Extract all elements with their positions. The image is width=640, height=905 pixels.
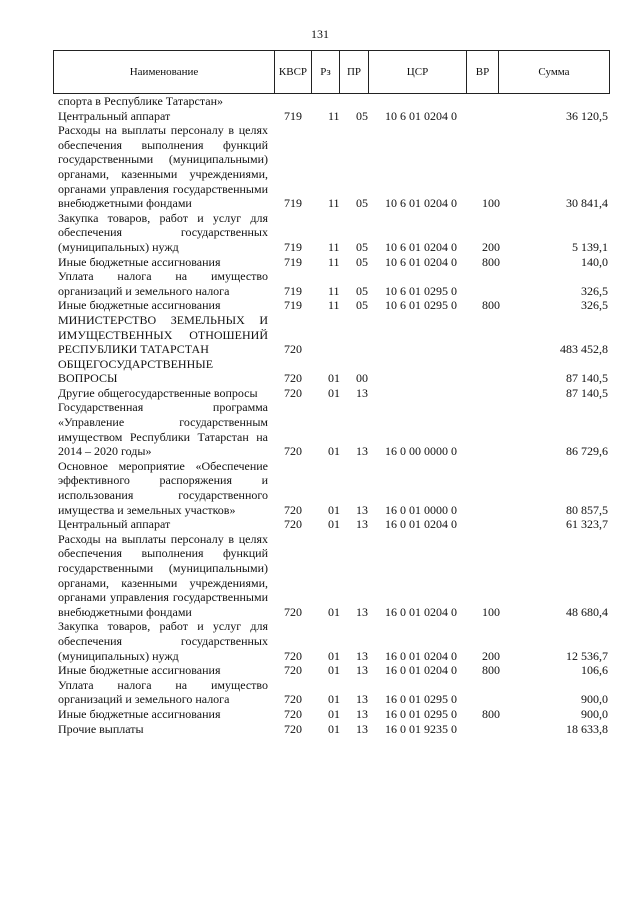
row-csr: 10 6 01 0204 0 bbox=[385, 196, 457, 211]
row-name: Закупка товаров, работ и услуг для обеспечения государственных (муниципальных) нужд bbox=[58, 210, 268, 254]
row-rz: 01 bbox=[328, 371, 340, 386]
row-sum: 18 633,8 bbox=[566, 721, 608, 736]
row-rz: 11 bbox=[328, 298, 340, 313]
row-sum: 86 729,6 bbox=[566, 444, 608, 459]
row-csr: 10 6 01 0204 0 bbox=[385, 239, 457, 254]
row-sum: 61 323,7 bbox=[566, 517, 608, 532]
header-rz: Рз bbox=[312, 51, 340, 93]
row-csr: 16 0 00 0000 0 bbox=[385, 444, 457, 459]
table-row bbox=[58, 678, 608, 707]
row-name: Уплата налога на имущество организаций и земельного налога bbox=[58, 269, 268, 298]
row-sum: 80 857,5 bbox=[566, 502, 608, 517]
table-row bbox=[58, 532, 608, 620]
row-pr: 05 bbox=[356, 196, 368, 211]
row-kvsr: 720 bbox=[284, 692, 302, 707]
row-name: Другие общегосударственные вопросы bbox=[58, 385, 258, 400]
row-name: Расходы на выплаты персоналу в целях обеспечения выполнения функций государственными (муниципальными) органами, казенными учреждениями, органами управления государственными внебюджетными фондами bbox=[58, 531, 268, 619]
row-csr: 16 0 01 0295 0 bbox=[385, 692, 457, 707]
row-pr: 13 bbox=[356, 721, 368, 736]
row-name: Уплата налога на имущество организаций и земельного налога bbox=[58, 677, 268, 707]
row-name: Государственная программа «Управление государственным имуществом Республики Татарстан на 2014 – 2020 годы» bbox=[58, 400, 268, 459]
row-sum: 30 841,4 bbox=[566, 196, 608, 211]
row-pr: 13 bbox=[356, 692, 368, 707]
row-sum: 5 139,1 bbox=[572, 239, 608, 254]
row-rz: 01 bbox=[328, 692, 340, 707]
row-kvsr: 720 bbox=[284, 663, 302, 678]
row-kvsr: 720 bbox=[284, 706, 302, 721]
row-sum: 900,0 bbox=[581, 706, 608, 721]
header-kvsr: КВСР bbox=[275, 51, 312, 93]
row-kvsr: 720 bbox=[284, 721, 302, 736]
table-row bbox=[58, 619, 608, 663]
row-kvsr: 719 bbox=[284, 108, 302, 123]
row-pr: 13 bbox=[356, 502, 368, 517]
row-csr: 10 6 01 0295 0 bbox=[385, 283, 457, 298]
row-pr: 13 bbox=[356, 517, 368, 532]
table-body bbox=[58, 94, 608, 736]
row-pr: 05 bbox=[356, 239, 368, 254]
row-kvsr: 720 bbox=[284, 385, 302, 400]
row-pr: 13 bbox=[356, 648, 368, 663]
row-pr: 13 bbox=[356, 604, 368, 619]
row-name: Центральный аппарат bbox=[58, 517, 171, 532]
row-kvsr: 720 bbox=[284, 371, 302, 386]
table-row bbox=[58, 459, 608, 517]
row-csr: 16 0 01 0204 0 bbox=[385, 663, 457, 678]
row-sum: 106,6 bbox=[581, 663, 608, 678]
row-vr: 800 bbox=[482, 254, 500, 269]
table-row bbox=[58, 94, 608, 109]
table-row bbox=[58, 386, 608, 401]
table-row bbox=[58, 722, 608, 737]
table-row bbox=[58, 269, 608, 298]
row-pr: 13 bbox=[356, 663, 368, 678]
row-csr: 16 0 01 0204 0 bbox=[385, 517, 457, 532]
header-vr: ВР bbox=[467, 51, 499, 93]
table-row bbox=[58, 357, 608, 386]
table-row bbox=[58, 400, 608, 458]
row-sum: 87 140,5 bbox=[566, 385, 608, 400]
table-row bbox=[58, 298, 608, 313]
table-row bbox=[58, 313, 608, 357]
row-kvsr: 719 bbox=[284, 239, 302, 254]
row-csr: 16 0 01 9235 0 bbox=[385, 721, 457, 736]
row-rz: 01 bbox=[328, 385, 340, 400]
row-kvsr: 720 bbox=[284, 444, 302, 459]
row-vr: 800 bbox=[482, 298, 500, 313]
header-pr: ПР bbox=[340, 51, 369, 93]
row-kvsr: 719 bbox=[284, 298, 302, 313]
row-kvsr: 720 bbox=[284, 502, 302, 517]
row-pr: 13 bbox=[356, 385, 368, 400]
row-csr: 10 6 01 0204 0 bbox=[385, 108, 457, 123]
header-name: Наименование bbox=[54, 51, 275, 93]
row-sum: 326,5 bbox=[581, 298, 608, 313]
row-vr: 200 bbox=[482, 648, 500, 663]
row-csr: 16 0 01 0295 0 bbox=[385, 706, 457, 721]
row-pr: 05 bbox=[356, 298, 368, 313]
page-number: 131 bbox=[311, 27, 329, 41]
row-rz: 01 bbox=[328, 663, 340, 678]
table-row bbox=[58, 211, 608, 255]
table-row bbox=[58, 517, 608, 532]
row-sum: 326,5 bbox=[581, 283, 608, 298]
header-sum: Сумма bbox=[538, 66, 570, 78]
row-name: Центральный аппарат bbox=[58, 108, 171, 123]
row-vr: 200 bbox=[482, 239, 500, 254]
row-vr: 800 bbox=[482, 706, 500, 721]
row-pr: 13 bbox=[356, 706, 368, 721]
row-name: Основное мероприятие «Обеспечение эффективного распоряжения и использования государственного имущества и земельных участков» bbox=[58, 458, 268, 517]
row-rz: 01 bbox=[328, 517, 340, 532]
row-name: Иные бюджетные ассигнования bbox=[58, 663, 221, 678]
row-rz: 01 bbox=[328, 721, 340, 736]
row-csr: 16 0 01 0204 0 bbox=[385, 604, 457, 619]
row-sum: 87 140,5 bbox=[566, 371, 608, 386]
row-sum: 900,0 bbox=[581, 692, 608, 707]
row-csr: 10 6 01 0204 0 bbox=[385, 254, 457, 269]
row-sum: 483 452,8 bbox=[560, 342, 608, 357]
row-kvsr: 719 bbox=[284, 283, 302, 298]
row-csr: 16 0 01 0000 0 bbox=[385, 502, 457, 517]
row-rz: 11 bbox=[328, 196, 340, 211]
row-rz: 01 bbox=[328, 604, 340, 619]
row-name: Расходы на выплаты персоналу в целях обеспечения выполнения функций государственными (муниципальными) органами, казенными учреждениями, органами управления государственными внебюджетными фондами bbox=[58, 123, 268, 211]
table-row bbox=[58, 123, 608, 211]
row-rz: 01 bbox=[328, 706, 340, 721]
row-kvsr: 720 bbox=[284, 604, 302, 619]
row-name: ОБЩЕГОСУДАРСТВЕННЫЕ ВОПРОСЫ bbox=[58, 356, 214, 386]
row-kvsr: 719 bbox=[284, 254, 302, 269]
table-header bbox=[53, 50, 610, 94]
row-rz: 01 bbox=[328, 648, 340, 663]
table-row bbox=[58, 663, 608, 678]
row-sum: 12 536,7 bbox=[566, 648, 608, 663]
row-name: Иные бюджетные ассигнования bbox=[58, 298, 221, 313]
row-name: Прочие выплаты bbox=[58, 721, 144, 736]
row-csr: 10 6 01 0295 0 bbox=[385, 298, 457, 313]
table-row bbox=[58, 707, 608, 722]
row-pr: 05 bbox=[356, 283, 368, 298]
row-pr: 05 bbox=[356, 108, 368, 123]
row-pr: 05 bbox=[356, 254, 368, 269]
row-kvsr: 720 bbox=[284, 342, 302, 357]
header-csr: ЦСР bbox=[369, 51, 467, 93]
row-name: Иные бюджетные ассигнования bbox=[58, 254, 221, 269]
row-kvsr: 719 bbox=[284, 196, 302, 211]
row-rz: 11 bbox=[328, 108, 340, 123]
table-row bbox=[58, 255, 608, 270]
row-rz: 11 bbox=[328, 283, 340, 298]
row-vr: 100 bbox=[482, 196, 500, 211]
row-rz: 01 bbox=[328, 502, 340, 517]
row-kvsr: 720 bbox=[284, 517, 302, 532]
row-pr: 13 bbox=[356, 444, 368, 459]
row-name: спорта в Республике Татарстан» bbox=[58, 94, 224, 108]
row-rz: 11 bbox=[328, 254, 340, 269]
row-vr: 800 bbox=[482, 663, 500, 678]
row-name: МИНИСТЕРСТВО ЗЕМЕЛЬНЫХ И ИМУЩЕСТВЕННЫХ ОТНОШЕНИЙ РЕСПУБЛИКИ ТАТАРСТАН bbox=[58, 312, 268, 357]
row-csr: 16 0 01 0204 0 bbox=[385, 648, 457, 663]
row-name: Закупка товаров, работ и услуг для обеспечения государственных (муниципальных) нужд bbox=[58, 619, 268, 663]
row-sum: 48 680,4 bbox=[566, 604, 608, 619]
row-sum: 140,0 bbox=[581, 254, 608, 269]
row-rz: 01 bbox=[328, 444, 340, 459]
row-rz: 11 bbox=[328, 239, 340, 254]
table-row bbox=[58, 109, 608, 124]
row-sum: 36 120,5 bbox=[566, 108, 608, 123]
row-kvsr: 720 bbox=[284, 648, 302, 663]
row-vr: 100 bbox=[482, 604, 500, 619]
row-pr: 00 bbox=[356, 371, 368, 386]
row-name: Иные бюджетные ассигнования bbox=[58, 706, 221, 721]
